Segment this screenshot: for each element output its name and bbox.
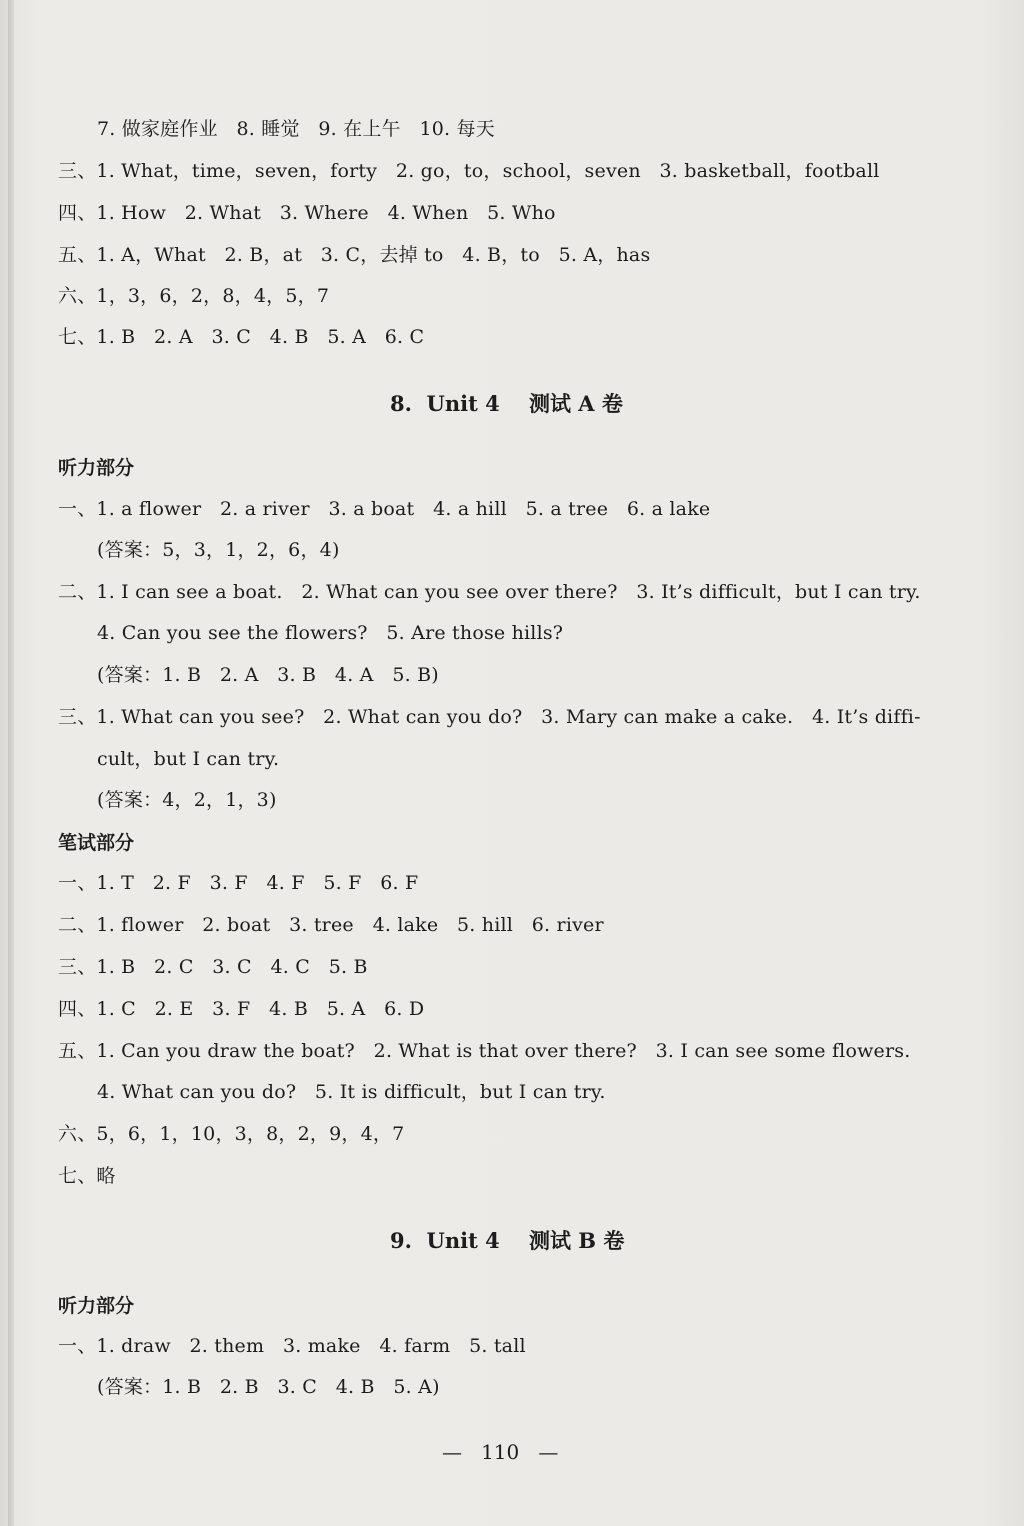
written-a-line-1: 一、1. T 2. F 3. F 4. F 5. F 6. F	[58, 872, 419, 894]
written-a-line-5b: 4. What can you do? 5. It is difficult，but I can try.	[97, 1081, 606, 1103]
section-listening-b: 听力部分	[58, 1295, 135, 1317]
answer-line-section-3: 三、1. What，time，seven，forty 2. go，to，school，seven 3. basketball，football	[58, 160, 880, 182]
listening-b-line-1: 一、1. draw 2. them 3. make 4. farm 5. tall	[58, 1335, 526, 1357]
answer-line-section-5: 五、1. A，What 2. B，at 3. C，去掉 to 4. B，to 5. A，has	[58, 244, 651, 266]
written-a-line-2: 二、1. flower 2. boat 3. tree 4. lake 5. hill 6. river	[58, 914, 604, 936]
heading-unit4-test-a: 8. Unit 4 测试 A 卷	[390, 391, 623, 416]
page-number: — 110 —	[442, 1440, 559, 1464]
listening-a-line-2: 二、1. I can see a boat. 2. What can you see over there? 3. It’s difficult，but I can try.	[58, 581, 921, 603]
section-listening-a: 听力部分	[58, 457, 135, 479]
listening-a-line-3: 三、1. What can you see? 2. What can you do? 3. Mary can make a cake. 4. It’s diffi-	[58, 706, 921, 728]
written-a-line-6: 六、5，6，1，10，3，8，2，9，4，7	[58, 1123, 405, 1145]
book-spine-shadow	[8, 0, 14, 1526]
answer-line-section-7: 七、1. B 2. A 3. C 4. B 5. A 6. C	[58, 326, 425, 348]
written-a-line-7: 七、略	[58, 1165, 116, 1187]
listening-a-answer-1: (答案：5，3，1，2，6，4)	[97, 539, 340, 561]
listening-a-line-1: 一、1. a flower 2. a river 3. a boat 4. a hill 5. a tree 6. a lake	[58, 498, 711, 520]
listening-a-answer-3: (答案：4，2，1，3)	[97, 789, 277, 811]
written-a-line-5: 五、1. Can you draw the boat? 2. What is that over there? 3. I can see some flowers.	[58, 1040, 911, 1062]
written-a-line-3: 三、1. B 2. C 3. C 4. C 5. B	[58, 956, 368, 978]
listening-a-line-3b: cult，but I can try.	[97, 748, 280, 770]
listening-b-answer-1: (答案：1. B 2. B 3. C 4. B 5. A)	[97, 1376, 440, 1398]
listening-a-line-2b: 4. Can you see the flowers? 5. Are those hills?	[97, 622, 564, 644]
listening-a-answer-2: (答案：1. B 2. A 3. B 4. A 5. B)	[97, 664, 439, 686]
section-written-a: 笔试部分	[58, 832, 135, 854]
answer-line-section-6: 六、1，3，6，2，8，4，5，7	[58, 285, 330, 307]
answer-line-section-4: 四、1. How 2. What 3. Where 4. When 5. Who	[58, 202, 556, 224]
answer-line-vocab: 7. 做家庭作业 8. 睡觉 9. 在上午 10. 每天	[97, 118, 495, 140]
written-a-line-4: 四、1. C 2. E 3. F 4. B 5. A 6. D	[58, 998, 425, 1020]
heading-unit4-test-b: 9. Unit 4 测试 B 卷	[390, 1228, 625, 1253]
